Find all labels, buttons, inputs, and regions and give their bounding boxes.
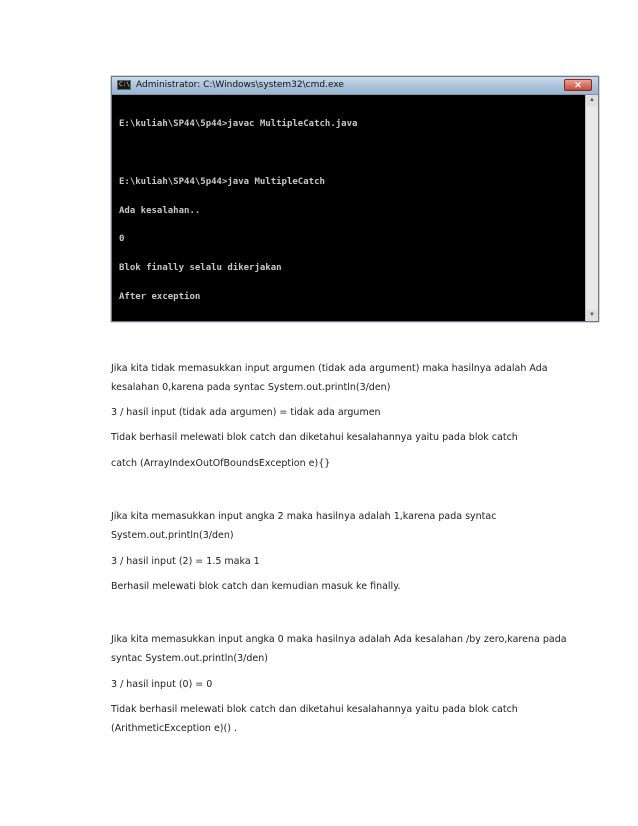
paragraph-input-2: Jika kita memasukkan input angka 2 maka hasilnya adalah 1,karena pada syntac System.out.println(3/den) <box>111 511 497 541</box>
paragraph-explanation: Tidak berhasil melewati blok catch dan diketahui kesalahannya yaitu pada blok catch <box>111 432 518 443</box>
cmd-console-output <box>112 95 586 321</box>
cmd-icon: C:\ <box>119 81 130 88</box>
paragraph-input-0: Jika kita memasukkan input angka 0 maka hasilnya adalah Ada kesalahan /by zero,karena pada syntac System.out.println(3/den) <box>111 634 567 664</box>
paragraph-explanation: Berhasil melewati blok catch dan kemudian masuk ke finally. <box>111 581 401 592</box>
paragraph-formula: 3 / hasil input (2) = 1.5 maka 1 <box>111 556 260 567</box>
console-line: E:\kuliah\SP44\5p44>java MultipleCatch <box>119 176 325 187</box>
paragraph-no-argument: Jika kita tidak memasukkan input argumen (tidak ada argument) maka hasilnya adalah Ada kesalahan 0,karena pada syntac System.out.println(3/den) <box>111 363 548 393</box>
cmd-title: Administrator: C:\Windows\system32\cmd.exe <box>136 80 344 90</box>
console-line: 0 <box>119 234 125 245</box>
console-line: After exception <box>119 291 201 302</box>
paragraph-explanation: Tidak berhasil melewati blok catch dan diketahui kesalahannya yaitu pada blok catch (ArithmeticException e)() . <box>111 704 518 734</box>
console-line <box>119 149 586 159</box>
cmd-scrollbar <box>585 95 598 321</box>
close-icon: ✕ <box>564 79 592 91</box>
scroll-up-icon: ▲ <box>586 95 598 106</box>
console-line: Ada kesalahan.. <box>119 205 201 216</box>
paragraph-formula: 3 / hasil input (tidak ada argumen) = tidak ada argumen <box>111 407 381 418</box>
paragraph-code: catch (ArrayIndexOutOfBoundsException e){} <box>111 458 331 469</box>
console-line: E:\kuliah\SP44\5p44>javac MultipleCatch.java <box>119 119 358 130</box>
console-line: Blok finally selalu dikerjakan <box>119 263 282 274</box>
cmd-titlebar <box>112 77 598 95</box>
paragraph-formula: 3 / hasil input (0) = 0 <box>111 679 213 690</box>
cmd-window-screenshot <box>111 76 599 322</box>
scroll-down-icon: ▼ <box>586 310 598 321</box>
